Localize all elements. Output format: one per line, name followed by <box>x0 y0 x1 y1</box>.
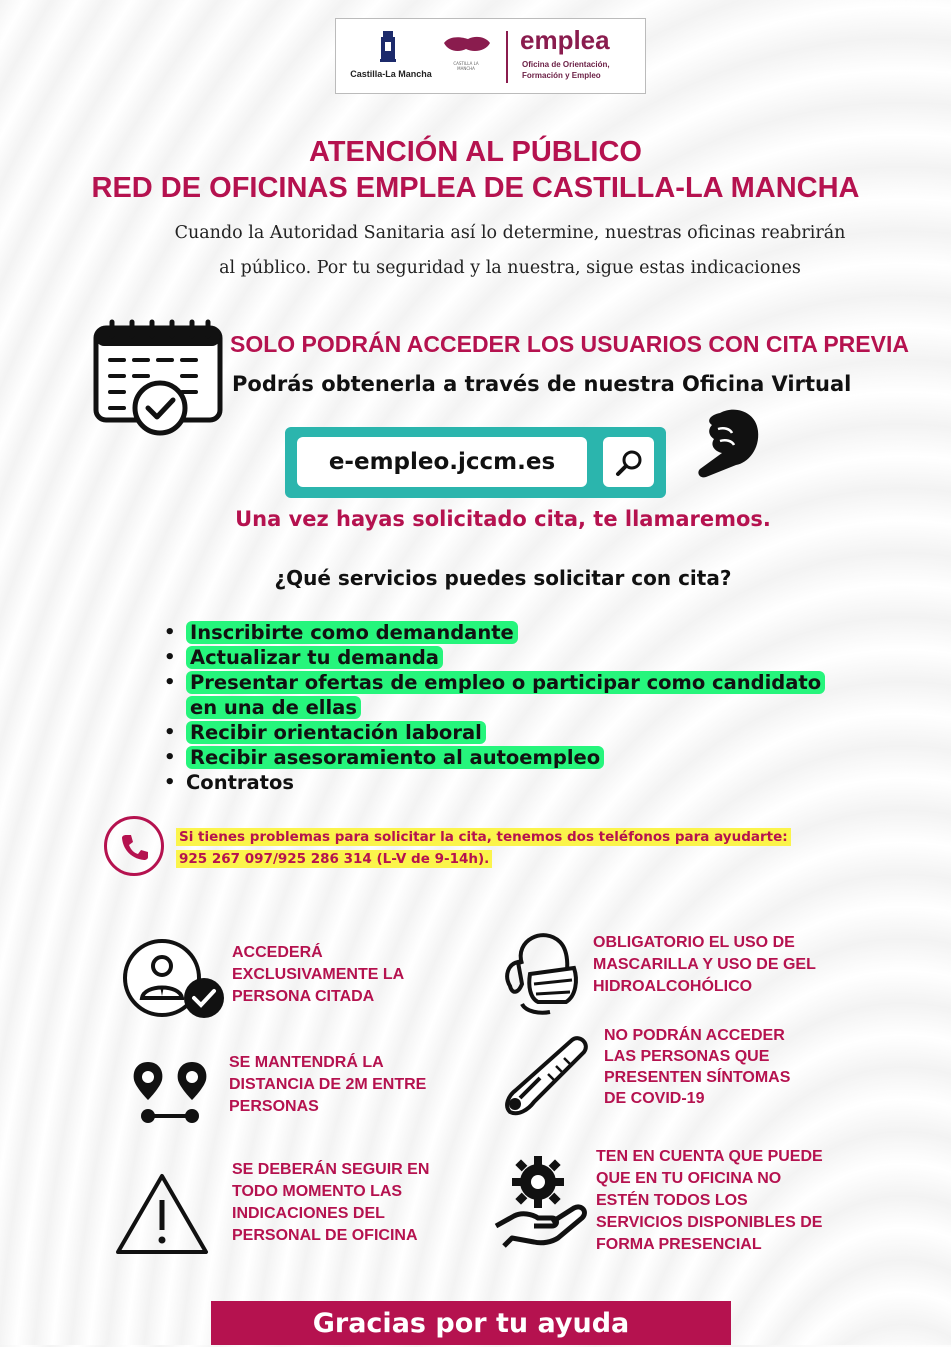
logo-divider <box>506 31 508 83</box>
service-label: Presentar ofertas de empleo o participar como candidato en una de ellas <box>186 671 825 719</box>
callback-text: Una vez hayas solicitado cita, te llamaremos. <box>235 507 771 531</box>
rule-person-only: ACCEDERÁ EXCLUSIVAMENTE LA PERSONA CITADA <box>232 944 404 1005</box>
list-item <box>162 745 852 770</box>
user-check-icon <box>122 938 226 1020</box>
phone-numbers: 925 267 097/925 286 314 (L-V de 9-14h). <box>176 850 492 868</box>
rule-services-availability: TEN EN CUENTA QUE PUEDE QUE EN TU OFICINA NO ESTÉN TODOS LOS SERVICIOS DISPONIBLES DE FORMA PRESENCIAL <box>596 1148 823 1253</box>
phone-badge <box>104 816 164 876</box>
services-list <box>162 620 852 795</box>
service-label: Actualizar tu demanda <box>186 646 443 669</box>
rule-covid-symptoms: NO PODRÁN ACCEDER LAS PERSONAS QUE PRESENTEN SÍNTOMAS DE COVID-19 <box>604 1027 791 1107</box>
hand-gear-icon <box>492 1152 590 1252</box>
page-title-line2: RED DE OFICINAS EMPLEA DE CASTILLA-LA MANCHA <box>91 172 860 204</box>
emplea-subtitle <box>522 59 642 81</box>
search-icon <box>614 448 644 478</box>
service-label: Contratos <box>186 771 295 794</box>
calendar-check-icon <box>92 318 224 436</box>
intro-text <box>150 216 870 286</box>
list-item <box>162 670 836 720</box>
phone-icon <box>120 832 150 862</box>
search-button[interactable] <box>603 437 654 487</box>
service-label: Recibir asesoramiento al autoempleo <box>186 746 604 769</box>
list-item <box>162 620 852 645</box>
url-field[interactable]: e-empleo.jccm.es <box>297 437 587 487</box>
service-label: Inscribirte como demandante <box>186 621 518 644</box>
list-item <box>162 720 852 745</box>
emplea-subtitle-line1: Oficina de Orientación, <box>522 60 610 69</box>
face-mask-icon <box>500 924 582 1016</box>
clm-crest-icon <box>378 29 398 63</box>
cita-heading: SOLO PODRÁN ACCEDER LOS USUARIOS CON CITA PREVIA <box>230 331 909 357</box>
intro-line2: al público. Por tu seguridad y la nuestra, sigue estas indicaciones <box>219 258 801 278</box>
service-label: Recibir orientación laboral <box>186 721 486 744</box>
intro-line1: Cuando la Autoridad Sanitaria así lo determine, nuestras oficinas reabrirán <box>174 223 846 243</box>
rule-staff-instructions: SE DEBERÁN SEGUIR EN TODO MOMENTO LAS INDICACIONES DEL PERSONAL DE OFICINA <box>232 1161 430 1244</box>
search-box <box>285 427 666 498</box>
rule-mask-gel: OBLIGATORIO EL USO DE MASCARILLA Y USO DE GEL HIDROALCOHÓLICO <box>593 934 816 995</box>
emplea-subtitle-line2: Formación y Empleo <box>522 71 601 80</box>
region-label: CASTILLA LA MANCHA <box>453 61 479 71</box>
phone-help-text <box>176 826 836 870</box>
phone-help-line1: Si tienes problemas para solicitar la cita, tenemos dos teléfonos para ayudarte: <box>176 828 791 846</box>
page-title-line1: ATENCIÓN AL PÚBLICO <box>309 136 642 168</box>
list-item <box>162 645 852 670</box>
warning-icon <box>114 1172 210 1256</box>
clm-label: Castilla-La Mancha <box>350 69 432 79</box>
thanks-banner: Gracias por tu ayuda <box>211 1301 731 1345</box>
services-heading: ¿Qué servicios puedes solicitar con cita? <box>274 566 732 590</box>
header-logo-box <box>335 18 646 94</box>
distance-pins-icon <box>130 1058 212 1126</box>
rule-distance: SE MANTENDRÁ LA DISTANCIA DE 2M ENTRE PERSONAS <box>229 1054 427 1115</box>
region-map-icon <box>442 33 492 55</box>
cita-subheading: Podrás obtenerla a través de nuestra Oficina Virtual <box>232 372 852 396</box>
thermometer-icon <box>500 1034 592 1118</box>
list-item <box>162 770 852 795</box>
pointing-hand-icon <box>690 405 762 480</box>
emplea-brand: emplea <box>520 25 610 55</box>
